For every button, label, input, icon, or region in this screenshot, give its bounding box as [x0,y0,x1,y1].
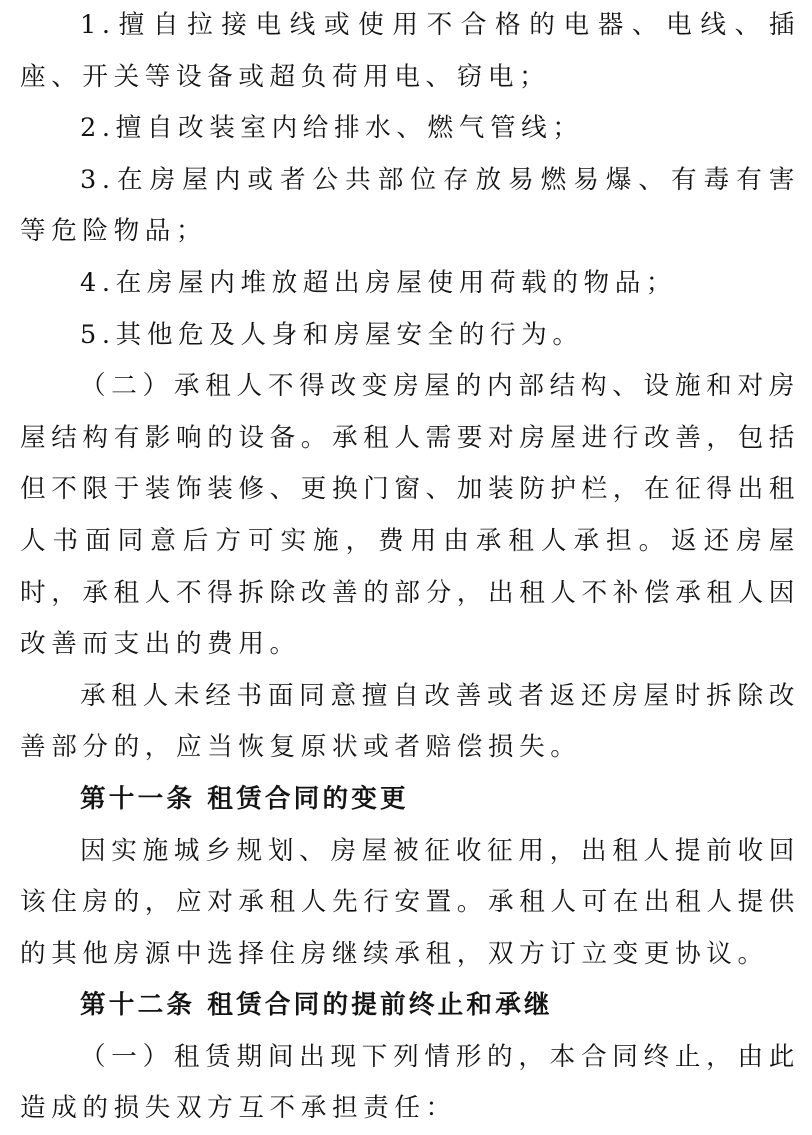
clause-item-4: 4.在房屋内堆放超出房屋使用荷载的物品； [80,267,678,298]
article-11-body: 因实施城乡规划、房屋被征收征用，出租人提前收回该住房的，应对承租人先行安置。承租人可在出租人提供的其他房源中选择住房继续承租，双方订立变更协议。 [20,835,800,969]
article-12-heading: 第十二条 租赁合同的提前终止和承继 [80,990,553,1021]
clause-item-2: 2.擅自改装室内给排水、燃气管线； [80,113,584,144]
clause-section-2: （二）承租人不得改变房屋的内部结构、设施和对房屋结构有影响的设备。承租人需要对房屋进行改善，包括但不限于装饰装修、更换门窗、加装防护栏，在征得出租人书面同意后方可实施，费用由承租人承担。返还房屋时，承租人不得拆除改善的部分，出租人不补偿承租人因改善而支出的费用。 [20,371,800,660]
clause-section-2-note: 承租人未经书面同意擅自改善或者返还房屋时拆除改善部分的，应当恢复原状或者赔偿损失。 [20,680,800,763]
clause-item-3: 3.在房屋内或者公共部位存放易燃易爆、有毒有害等危险物品； [20,164,800,247]
clause-item-1: 1.擅自拉接电线或使用不合格的电器、电线、插座、开关等设备或超负荷用电、窃电； [20,10,800,92]
document-page [20,0,800,1135]
article-11-heading: 第十一条 租赁合同的变更 [80,783,409,814]
article-12-section-1: （一）租赁期间出现下列情形的，本合同终止，由此造成的损失双方互不承担责任： [20,1041,800,1124]
clause-item-5: 5.其他危及人身和房屋安全的行为。 [80,319,584,350]
